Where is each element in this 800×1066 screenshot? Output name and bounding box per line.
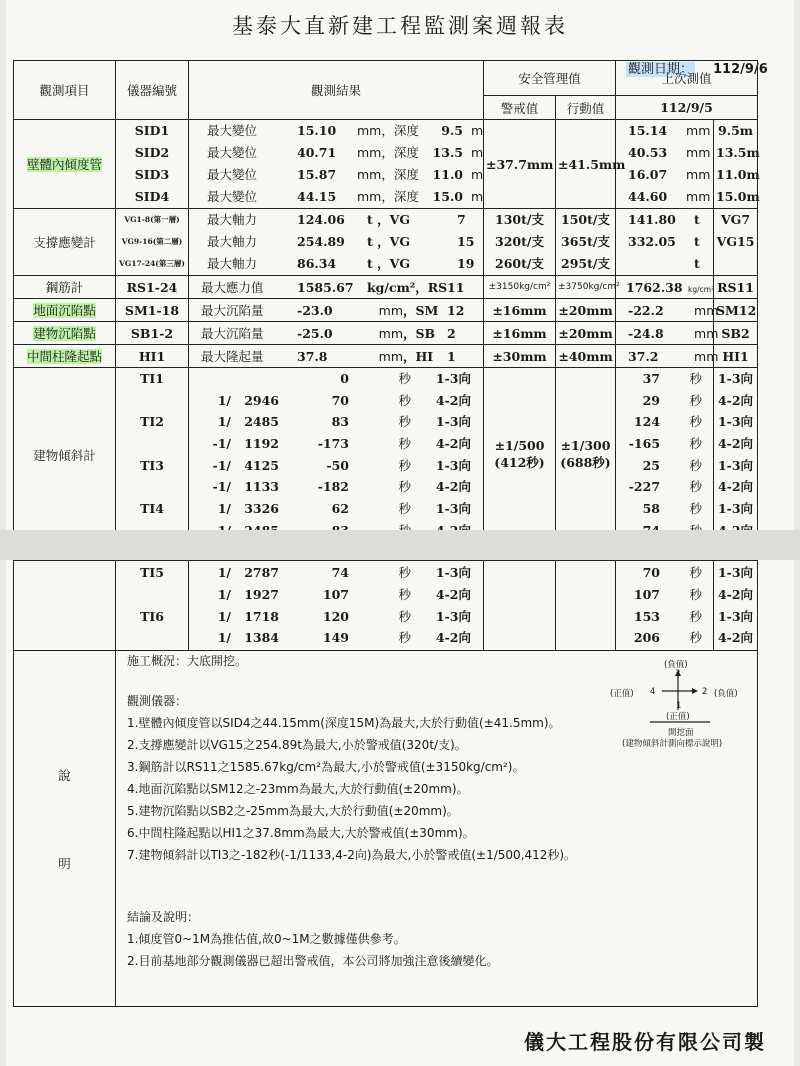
ti-result (191, 606, 481, 628)
ti-unit: 秒 (398, 371, 411, 386)
rs-row: 鋼筋計 RS1-24 最大應力值 1585.67 kg/cm²，RS11 ±3150kg/cm² ±3750kg/cm² 1762.38 kg/cm² RS11 (14, 276, 758, 299)
header-item: 觀測項目 (14, 61, 116, 120)
note-line: 4.地面沉陷點以SM12之-23mm為最大,大於行動值(±20mm)。 (127, 782, 469, 796)
ti-direction: 4-2向 (435, 479, 471, 495)
ti-prev-unit: 秒 (689, 414, 703, 430)
ti-id: TI1 (140, 371, 164, 386)
ti-prev (618, 562, 711, 584)
header-instrument: 儀器編號 (116, 61, 189, 120)
ti-ratio: 1/ (217, 586, 231, 602)
date-label: 觀測日期： (628, 62, 694, 77)
ti-denominator: 1384 (244, 630, 279, 646)
ti-unit: 秒 (398, 436, 411, 452)
ti-prev-value: -165 (628, 436, 661, 452)
ti-prev-value: 153 (633, 608, 660, 624)
ti-denominator: 3326 (244, 501, 279, 517)
ti-result (191, 476, 481, 498)
header-previous: 上次測值 (616, 61, 758, 96)
ti-ratio: -1/ (212, 479, 231, 495)
ti-id (118, 390, 186, 412)
ti-ratio: 1/ (217, 608, 231, 624)
ti-value: 0 (340, 371, 349, 386)
header-action: 行動值 (556, 96, 616, 120)
ti-ratio: 1/ (217, 414, 231, 430)
ti-prev (618, 498, 711, 520)
header-warning: 警戒值 (484, 96, 556, 120)
header-safety: 安全管理值 (484, 61, 616, 96)
ti-result (191, 562, 481, 584)
hi-row: 中間柱隆起點 HI1 最大隆起量 37.8 mm，HI 1 ±30mm ±40mm 37.2 mm HI1 (14, 345, 758, 368)
note-line: 5.建物沉陷點以SB2之-25mm為最大,大於行動值(±20mm)。 (127, 804, 459, 818)
ti-prev-direction: 1-3向 (717, 608, 754, 624)
sid-prev: 15.14 mm 40.53 mm 16.07 mm 44.60 mm (616, 120, 714, 209)
ti-result (191, 584, 481, 606)
tilt-direction-legend: (負值) 3 (正值) 4 2 (負值) (正值) 1 開挖面 (建物傾斜計測向標示說明) (610, 660, 780, 760)
ti-result (191, 390, 481, 412)
ti-unit: 秒 (398, 479, 411, 495)
ti-result (191, 368, 481, 390)
ti-value: 83 (331, 414, 349, 430)
ti-ratio: 1/ (217, 501, 231, 517)
ti-prev-direction: 4-2向 (717, 479, 754, 495)
ti-prev-unit: 秒 (689, 457, 703, 473)
ti-prev-unit: 秒 (689, 630, 702, 646)
ti-prev (618, 455, 711, 477)
instruments-title: 觀測儀器： (127, 694, 188, 708)
ti-prev-value: 124 (633, 414, 661, 430)
ti-direction: 4-2向 (435, 586, 471, 602)
construction-status: 施工概況：大底開挖。 (127, 654, 248, 668)
ti-denominator: 1133 (244, 479, 279, 495)
ti-unit: 秒 (398, 457, 411, 473)
ti-prev (618, 433, 711, 455)
ti-ratio: -1/ (212, 457, 231, 473)
sid-warning: ±37.7mm (484, 120, 556, 209)
ti-unit: 秒 (398, 630, 411, 646)
ti-unit: 秒 (398, 608, 411, 624)
ti-prev-value: 37 (642, 371, 661, 386)
note-line: 3.鋼筋計以RS11之1585.67kg/cm²為最大,小於警戒值(±3150kg/cm²)。 (127, 760, 525, 774)
ti-id (118, 476, 186, 498)
ti-denominator: 1927 (244, 586, 279, 602)
sid-id: SID2 (134, 145, 170, 160)
vg-results: 最大軸力 124.06 t ，VG 7 最大軸力 254.89 t ，VG 15 最大軸力 86.34 t ，VG 19 (189, 209, 484, 276)
ti-direction: 4-2向 (435, 630, 471, 646)
ti-result (191, 498, 481, 520)
ti-result (191, 411, 481, 433)
ti-direction: 1-3向 (435, 565, 471, 581)
ti-prev (618, 606, 711, 628)
ti-value: 70 (331, 392, 349, 408)
ti-prev-direction: 1-3向 (717, 457, 754, 473)
ti-prev-direction: 1-3向 (717, 371, 754, 386)
ti-denominator: 1192 (244, 436, 279, 452)
ti-prev-unit: 秒 (689, 608, 702, 624)
ti-value: -182 (317, 479, 349, 495)
company-footer: 儀大工程股份有限公司製 (524, 1030, 766, 1054)
ti-prev-unit: 秒 (689, 565, 702, 581)
conclusion-line: 1.傾度管0~1M為推估值,故0~1M之數據僅供參考。 (127, 932, 406, 946)
ti-prev-direction: 1-3向 (717, 565, 754, 581)
ti-id (118, 433, 186, 455)
sid-item: 壁體內傾度管 (26, 157, 102, 172)
report-title: 基泰大直新建工程監測案週報表 (232, 14, 568, 38)
ti-direction: 4-2向 (435, 436, 471, 452)
ti-direction: 1-3向 (435, 501, 471, 517)
ti-row: 建物傾斜計 TI1 TI2 TI3 TI4 0 秒 1-3向 1/ 2946 70 秒 4-2向 1/ 2485 83 秒 1-3向 -1/ 1192 -173 秒 4-2向 -1/ 4125 -50 秒 1-3向 -1/ 1133 -182 秒 4-2向 1/ 3326 62 秒 1-3向 ±1/500 (412秒) ±1/300 (688秒) 37 秒 29 秒 124 秒 -165 秒 25 秒 -227 秒 58 秒 1-3向 4-2向 1-3向 4-2向 1-3向 4-2向 1-3向 (14, 368, 758, 543)
ti-id: TI6 (140, 608, 164, 624)
ti-prev-value: -227 (628, 479, 661, 495)
ti-prev-value: 206 (633, 630, 660, 646)
ti-value: -50 (326, 457, 349, 473)
ti-result (191, 455, 481, 477)
note-line: 6.中間柱隆起點以HI1之37.8mm為最大,大於警戒值(±30mm)。 (127, 826, 475, 840)
note-line: 1.壁體內傾度管以SID4之44.15mm(深度15M)為最大,大於行動值(±41.5mm)。 (127, 716, 561, 730)
sid-results: 最大變位 15.10 mm，深度 9.5 m 最大變位 40.71 mm，深度 13.5 m 最大變位 15.87 mm，深度 11.0 m 最大變位 44.15 mm，深度 15.0 m (189, 120, 484, 209)
ti-prev-unit: 秒 (689, 586, 702, 602)
ti-id: TI5 (140, 565, 164, 581)
ti-direction: 1-3向 (435, 457, 471, 473)
ti-prev-value: 29 (642, 392, 661, 408)
vg-item: 支撐應變計 (14, 209, 116, 276)
date-value: 112/9/6 (713, 62, 768, 77)
ti-prev (618, 476, 711, 498)
ti-prev-unit: 秒 (689, 371, 703, 386)
ti-prev-unit: 秒 (689, 501, 703, 517)
ti-denominator: 4125 (244, 457, 279, 473)
ti-prev-value: 70 (642, 565, 660, 581)
ti-prev-direction: 4-2向 (717, 392, 754, 408)
ti-direction: 1-3向 (435, 414, 471, 430)
ti-prev-direction: 4-2向 (717, 630, 754, 646)
sm-row: 地面沉陷點 SM1-18 最大沉陷量 -23.0 mm，SM 12 ±16mm ±20mm -22.2 mm SM12 (14, 299, 758, 322)
ti-prev (618, 411, 711, 433)
ti-prev-unit: 秒 (689, 392, 703, 408)
sid-id: SID4 (134, 189, 170, 204)
ti-row-continued (14, 561, 758, 651)
notes-side-1: 說 (58, 768, 71, 783)
sid-id: SID3 (134, 167, 170, 182)
ti-ratio: -1/ (212, 436, 231, 452)
ti-prev (618, 368, 711, 390)
ti-id: TI4 (140, 501, 164, 517)
notes-side-2: 明 (58, 856, 71, 871)
ti-id: TI3 (140, 457, 164, 473)
ti-unit: 秒 (398, 501, 411, 517)
ti-id: TI2 (140, 414, 164, 430)
ti-denominator: 1718 (244, 608, 279, 624)
ti-prev-direction: 1-3向 (717, 501, 754, 517)
ti-denominator: 2485 (244, 414, 279, 430)
ti-prev-value: 25 (642, 457, 661, 473)
ti-prev-direction: 1-3向 (717, 414, 754, 430)
ti-value: 149 (322, 630, 349, 646)
ti-id (118, 627, 186, 649)
ti-value: 107 (322, 586, 349, 602)
page-fold (0, 530, 800, 560)
ti-unit: 秒 (398, 586, 411, 602)
sid-row: 壁體內傾度管 SID1 SID2 SID3 SID4 最大變位 15.10 mm，深度 9.5 m 最大變位 40.71 mm，深度 13.5 m 最大變位 15.87 mm，深度 11.0 m 最大變位 44.15 mm，深度 15.0 m ±37.7mm ±41.5mm 15.14 mm 40.53 mm 16.07 mm 44.60 mm 9.5m 13.5m 11.0m 15.0m (14, 120, 758, 209)
note-line: 7.建物傾斜計以TI3之-182秒(-1/1133,4-2向)為最大,小於警戒值(±1/500,412秒)。 (127, 848, 577, 862)
ti-ratio: 1/ (217, 630, 231, 646)
ti-prev (618, 390, 711, 412)
sid-id: SID1 (134, 123, 170, 138)
ti-result (191, 627, 481, 649)
ti-unit: 秒 (398, 392, 411, 408)
ti-prev (618, 584, 711, 606)
ti-ratio: 1/ (217, 392, 231, 408)
ti-denominator: 2787 (244, 565, 279, 581)
ti-direction: 1-3向 (435, 608, 471, 624)
note-line: 2.支撐應變計以VG15之254.89t為最大,小於警戒值(320t/支)。 (127, 738, 467, 752)
ti-prev-value: 58 (642, 501, 661, 517)
ti-prev (618, 627, 711, 649)
ti-ratio: 1/ (217, 565, 231, 581)
ti-unit: 秒 (398, 565, 411, 581)
ti-prev-direction: 4-2向 (717, 586, 754, 602)
ti-item: 建物傾斜計 (14, 368, 116, 543)
ti-value: 120 (322, 608, 349, 624)
ti-prev-unit: 秒 (689, 436, 703, 452)
ti-id (118, 584, 186, 606)
vg-row: 支撐應變計 VG1-8(第一層) VG9-16(第二層) VG17-24(第三層) 最大軸力 124.06 t ，VG 7 最大軸力 254.89 t ，VG 15 最大軸力 86.34 t ，VG 19 130t/支 320t/支 260t/支 150t/支 365t/支 295t/支 141.80 t 332.05 t t VG7 VG15 (14, 209, 758, 276)
ti-value: 62 (331, 501, 349, 517)
monitoring-table (13, 60, 758, 543)
ti-prev-unit: 秒 (689, 479, 703, 495)
ti-denominator: 2946 (244, 392, 279, 408)
header-previous-date: 112/9/5 (616, 96, 758, 120)
ti-direction: 4-2向 (435, 392, 471, 408)
ti-prev-value: 107 (633, 586, 660, 602)
conclusion-title: 結論及說明： (127, 910, 200, 924)
sid-action: ±41.5mm (556, 120, 616, 209)
conclusion-line: 2.目前基地部分觀測儀器已超出警戒值，本公司將加強注意後續變化。 (127, 954, 499, 968)
ti-value: -173 (317, 436, 349, 452)
ti-value: 74 (331, 565, 349, 581)
ti-prev-direction: 4-2向 (717, 436, 754, 452)
ti-result (191, 433, 481, 455)
ti-unit: 秒 (398, 414, 411, 430)
sb-row: 建物沉陷點 SB1-2 最大沉陷量 -25.0 mm，SB 2 ±16mm ±20mm -24.8 mm SB2 (14, 322, 758, 345)
ti-direction: 1-3向 (435, 371, 471, 386)
header-result: 觀測結果 (189, 61, 484, 120)
